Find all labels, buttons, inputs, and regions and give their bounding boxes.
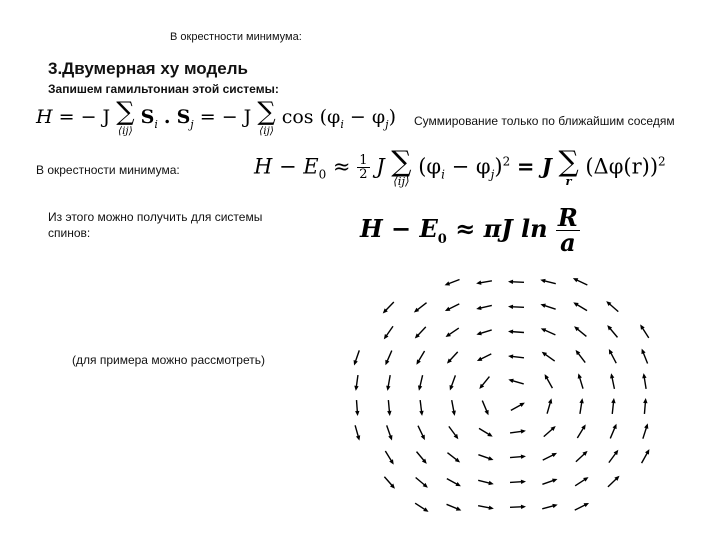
- spin-arrow: [544, 426, 556, 437]
- spin-arrow: [609, 450, 618, 463]
- spin-arrow: [510, 480, 526, 484]
- spin-arrow: [576, 350, 586, 363]
- spin-arrow: [508, 330, 524, 334]
- spin-arrow: [385, 451, 393, 465]
- spin-arrow: [542, 504, 557, 509]
- spin-arrow: [547, 398, 552, 413]
- spin-arrow: [447, 352, 458, 364]
- spin-arrow: [449, 426, 459, 439]
- spin-arrow: [541, 328, 556, 335]
- spin-arrow: [508, 280, 524, 284]
- spin-arrow: [640, 324, 649, 337]
- spin-arrow: [354, 375, 358, 391]
- spin-arrow: [416, 477, 428, 487]
- spin-arrow: [476, 330, 491, 335]
- spin-arrow: [579, 398, 583, 414]
- vicinity-formula: $H - E_0$ ≈ $\frac{1}{2}$ J ∑ ⟨ij⟩ $(\varphi_i - \varphi_j)^2 = J$ ∑ r $(\Delta\varphi(r))^2$: [254, 145, 666, 189]
- spin-arrow: [510, 429, 526, 433]
- spin-arrow: [445, 304, 459, 311]
- spin-arrow: [417, 452, 427, 464]
- spin-arrow: [641, 349, 647, 364]
- spins-text: Из этого можно получить для системы спинов:: [48, 210, 263, 240]
- spin-arrow: [447, 504, 462, 510]
- spin-arrow: [479, 377, 489, 389]
- spin-arrow: [511, 403, 525, 411]
- spin-arrow: [452, 400, 456, 416]
- spin-arrow: [609, 349, 616, 363]
- spin-arrow: [477, 354, 491, 361]
- spin-arrow: [608, 476, 620, 487]
- spin-arrow: [643, 423, 648, 438]
- spin-arrow: [510, 454, 526, 458]
- spin-arrow: [450, 375, 456, 390]
- spin-arrow: [575, 477, 588, 486]
- spin-arrow: [508, 305, 524, 309]
- spin-vortex-field: [335, 268, 695, 536]
- spin-arrow: [355, 425, 360, 440]
- slide-subtitle: Запишем гамильтониан этой системы:: [48, 82, 279, 96]
- spin-arrow: [478, 506, 494, 510]
- header-caption: В окрестности минимума:: [170, 31, 302, 43]
- spin-arrow: [577, 424, 585, 438]
- nearest-neighbours-note: Суммирование только по ближайшим соседям: [414, 114, 675, 128]
- spin-arrow: [573, 278, 587, 285]
- spin-arrow: [476, 281, 492, 285]
- spin-arrow: [387, 400, 391, 416]
- spin-arrow: [418, 426, 425, 440]
- example-text: (для примера можно рассмотреть): [72, 353, 265, 367]
- spin-arrow: [482, 401, 488, 416]
- spin-arrow: [573, 302, 587, 310]
- spin-arrow: [642, 373, 646, 389]
- slide-title: 3.Двумерная xy модель: [48, 59, 248, 78]
- log-formula: $H - E_0 \approx \pi J$ ln $\frac{R}{a}$: [360, 203, 578, 257]
- vicinity-label: В окрестности минимума:: [36, 163, 180, 177]
- spin-arrow: [386, 375, 390, 391]
- spin-arrow: [479, 428, 493, 436]
- spin-arrow: [478, 480, 494, 485]
- spin-arrow: [542, 352, 555, 361]
- spin-arrow: [540, 304, 555, 309]
- spin-arrow: [543, 453, 557, 460]
- spin-arrow: [384, 477, 395, 489]
- spin-arrow: [508, 379, 523, 384]
- spin-arrow: [542, 479, 557, 485]
- spin-arrow: [642, 449, 650, 463]
- spin-arrow: [610, 373, 614, 389]
- spin-arrow: [355, 400, 359, 416]
- spin-arrow: [540, 279, 556, 284]
- spin-arrow: [574, 326, 586, 336]
- spin-arrow: [610, 424, 616, 439]
- spin-arrow: [643, 398, 647, 414]
- spin-arrow: [606, 301, 618, 311]
- spin-arrow: [415, 327, 426, 339]
- spin-arrow: [387, 425, 393, 440]
- spin-arrow: [545, 374, 553, 388]
- spin-arrow: [575, 503, 589, 510]
- spin-arrow: [385, 351, 391, 366]
- spin-arrow: [419, 400, 423, 416]
- spin-arrow: [447, 479, 461, 487]
- spin-arrow: [354, 350, 360, 365]
- spin-arrow: [384, 326, 393, 339]
- spin-arrow: [414, 303, 427, 313]
- spin-arrow: [446, 328, 459, 337]
- spin-arrow: [445, 279, 460, 285]
- spin-arrow: [508, 354, 524, 358]
- spin-arrow: [578, 373, 583, 388]
- spin-arrow: [476, 305, 492, 310]
- spin-arrow: [416, 351, 424, 365]
- hamiltonian-formula: H = − J ∑ ⟨ij⟩ $S_i$ . $S_j$ = − J ∑ ⟨ij⟩ $\cos (\varphi_i - \varphi_j)$: [36, 97, 396, 137]
- spin-arrow: [576, 451, 588, 462]
- spin-arrow: [418, 375, 423, 391]
- spin-arrow: [607, 325, 617, 337]
- spin-arrow: [611, 398, 615, 414]
- spin-arrow: [478, 455, 493, 461]
- spin-arrow: [447, 453, 460, 463]
- spin-arrow: [383, 302, 394, 314]
- spin-arrow: [415, 503, 428, 512]
- spin-arrow: [510, 505, 526, 509]
